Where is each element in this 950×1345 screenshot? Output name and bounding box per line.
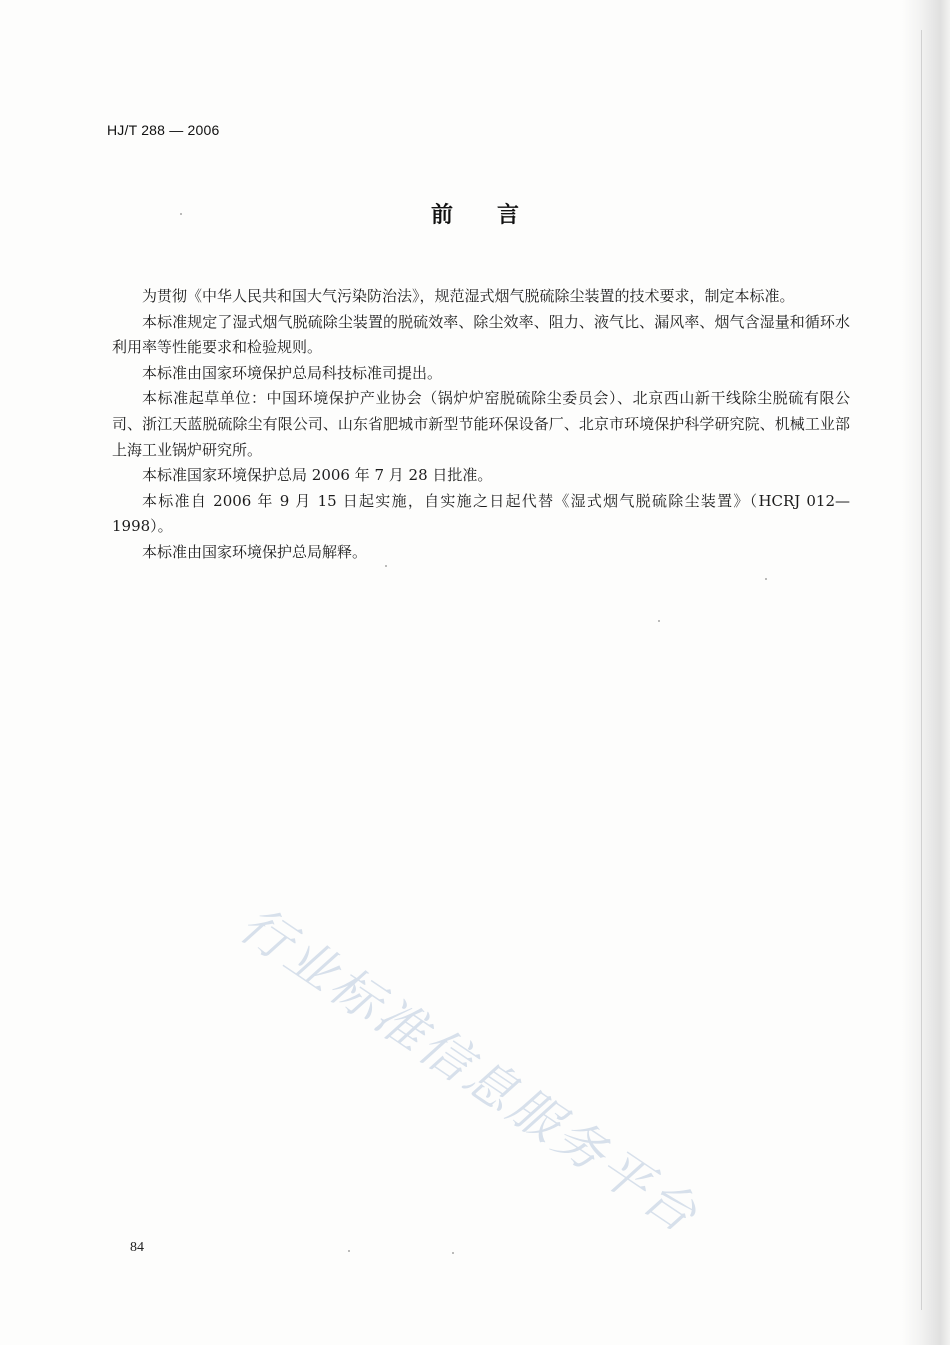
paragraph-drafters: 本标准起草单位：中国环境保护产业协会（锅炉炉窑脱硫除尘委员会）、北京西山新干线除尘脱硫有限公司、浙江天蓝脱硫除尘有限公司、山东省肥城市新型节能环保设备厂、北京市环境保护科学研究院、机械工业部上海工业锅炉研究所。: [112, 389, 850, 459]
scan-speck: [348, 1250, 350, 1252]
page-number: 84: [130, 1240, 144, 1255]
scan-speck: [452, 1252, 454, 1254]
scan-speck: [180, 213, 182, 215]
standard-code: HJ/T 288 — 2006: [107, 122, 220, 138]
paragraph-proposer: 本标准由国家环境保护总局科技标准司提出。: [142, 363, 443, 382]
paragraph-purpose: 为贯彻《中华人民共和国大气污染防治法》，规范湿式烟气脱硫除尘装置的技术要求，制定本标准。: [142, 287, 795, 305]
scan-speck: [765, 578, 767, 580]
watermark-text: 行业标准信息服务平台: [229, 895, 710, 1246]
page-title: 前言: [430, 203, 563, 228]
paragraph-effective: 本标准自 2006 年 9 月 15 日起实施，自实施之日起代替《湿式烟气脱硫除尘装置》（HCRJ 012—1998）。: [112, 491, 850, 536]
paragraph-approval: 本标准国家环境保护总局 2006 年 7 月 28 日批准。: [142, 466, 493, 485]
scan-speck: [385, 565, 387, 567]
paragraph-interpretation: 本标准由国家环境保护总局解释。: [142, 542, 368, 561]
scan-speck: [658, 620, 660, 622]
preface-body: [112, 284, 850, 566]
paragraph-scope: 本标准规定了湿式烟气脱硫除尘装置的脱硫效率、除尘效率、阻力、液气比、漏风率、烟气含湿量和循环水利用率等性能要求和检验规则。: [112, 312, 850, 357]
